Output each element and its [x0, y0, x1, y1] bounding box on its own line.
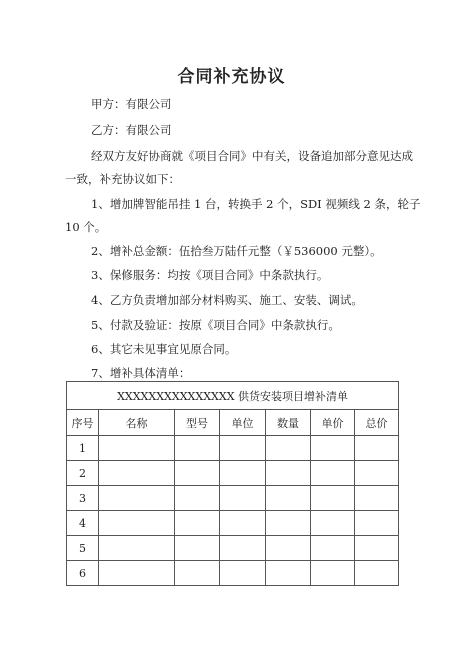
- document-title: 合同补充协议: [177, 67, 286, 87]
- table-caption: XXXXXXXXXXXXXXX 供货安装项目增补清单: [67, 382, 399, 410]
- table-row: [67, 511, 399, 536]
- intro-text: 经双方友好协商就《项目合同》中有关，设备追加部分意见达成: [91, 149, 413, 163]
- clause-2: 2、增补总金额：伍拾叁万陆仟元整（￥536000 元整）。: [91, 244, 382, 258]
- row-number: 2: [67, 461, 99, 486]
- table-row: [67, 436, 399, 461]
- table-row: [67, 561, 399, 586]
- header-total-price: 总价: [355, 410, 399, 436]
- clause-5: 5、付款及验证：按原《项目合同》中条款执行。: [91, 318, 340, 332]
- header-serial: 序号: [67, 410, 99, 436]
- row-number: 6: [67, 561, 99, 586]
- clause-1: 1、增加牌智能吊挂 1 台，转换手 2 个，SDI 视频线 2 条，轮子: [91, 197, 421, 211]
- party-b: 乙方：有限公司: [91, 123, 172, 137]
- party-a: 甲方：有限公司: [91, 97, 172, 111]
- row-number: 5: [67, 536, 99, 561]
- header-unit-price: 单价: [311, 410, 355, 436]
- clause-7: 7、增补具体清单：: [91, 366, 191, 380]
- clause-1-cont: 10 个。: [65, 220, 107, 234]
- row-number: 1: [67, 436, 99, 461]
- header-model: 型号: [175, 410, 220, 436]
- intro-text-cont: 一致，补充协议如下：: [65, 172, 180, 186]
- table-row: [67, 486, 399, 511]
- clause-4: 4、乙方负责增加部分材料购买、施工、安装、调试。: [91, 293, 363, 307]
- row-number: 4: [67, 511, 99, 536]
- header-unit: 单位: [220, 410, 266, 436]
- table-row: [67, 536, 399, 561]
- header-quantity: 数量: [266, 410, 311, 436]
- row-number: 3: [67, 486, 99, 511]
- clause-3: 3、保修服务：均按《项目合同》中条款执行。: [91, 268, 329, 282]
- header-name: 名称: [99, 410, 175, 436]
- clause-6: 6、其它未见事宜见原合同。: [91, 342, 237, 356]
- table-row: [67, 461, 399, 486]
- supplement-list-table: [66, 381, 399, 586]
